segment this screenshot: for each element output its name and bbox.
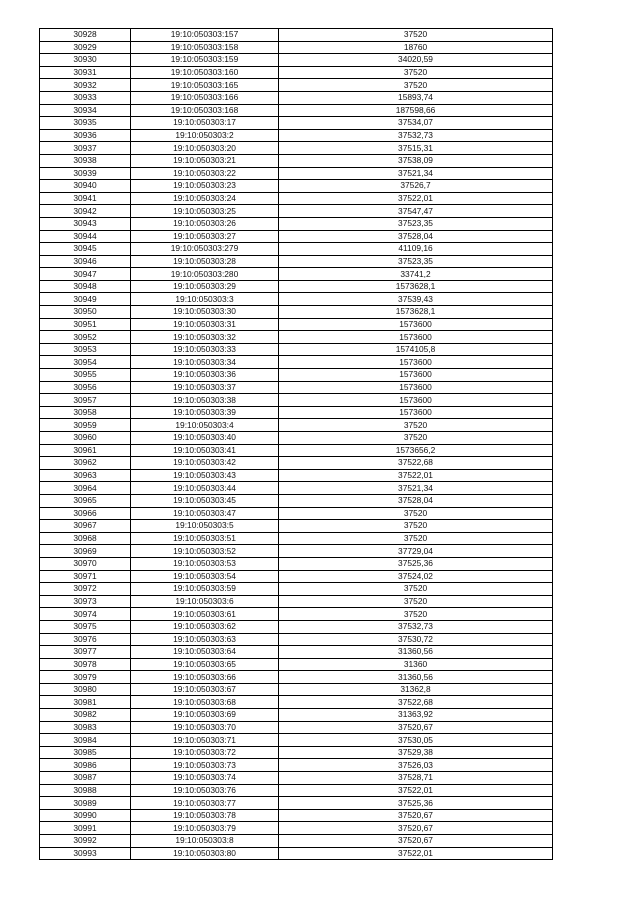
value-cell: 37522,68 xyxy=(279,696,553,709)
table-row xyxy=(40,633,553,646)
table-row xyxy=(40,847,553,860)
cadastral-number-cell: 19:10:050303:34 xyxy=(131,356,279,369)
row-number-cell: 30964 xyxy=(40,482,131,495)
table-row xyxy=(40,696,553,709)
table-row xyxy=(40,154,553,167)
table-row xyxy=(40,545,553,558)
value-cell: 37522,01 xyxy=(279,784,553,797)
row-number-cell: 30978 xyxy=(40,658,131,671)
row-number-cell: 30932 xyxy=(40,79,131,92)
cadastral-number-cell: 19:10:050303:160 xyxy=(131,66,279,79)
cadastral-number-cell: 19:10:050303:29 xyxy=(131,280,279,293)
value-cell: 37520 xyxy=(279,583,553,596)
row-number-cell: 30938 xyxy=(40,154,131,167)
table-row xyxy=(40,192,553,205)
value-cell: 1573600 xyxy=(279,394,553,407)
value-cell: 37515,31 xyxy=(279,142,553,155)
row-number-cell: 30943 xyxy=(40,217,131,230)
row-number-cell: 30993 xyxy=(40,847,131,860)
table-row xyxy=(40,457,553,470)
cadastral-number-cell: 19:10:050303:53 xyxy=(131,557,279,570)
table-row xyxy=(40,809,553,822)
table-row xyxy=(40,356,553,369)
table-row xyxy=(40,532,553,545)
value-cell: 37528,71 xyxy=(279,772,553,785)
cadastral-number-cell: 19:10:050303:31 xyxy=(131,318,279,331)
table-row xyxy=(40,432,553,445)
cadastral-number-cell: 19:10:050303:166 xyxy=(131,91,279,104)
table-row xyxy=(40,469,553,482)
value-cell: 37520,67 xyxy=(279,809,553,822)
cadastral-number-cell: 19:10:050303:73 xyxy=(131,759,279,772)
table-row xyxy=(40,117,553,130)
row-number-cell: 30983 xyxy=(40,721,131,734)
table-row xyxy=(40,507,553,520)
row-number-cell: 30947 xyxy=(40,268,131,281)
cadastral-number-cell: 19:10:050303:72 xyxy=(131,746,279,759)
value-cell: 1573600 xyxy=(279,381,553,394)
cadastral-number-cell: 19:10:050303:37 xyxy=(131,381,279,394)
row-number-cell: 30986 xyxy=(40,759,131,772)
cadastral-number-cell: 19:10:050303:78 xyxy=(131,809,279,822)
row-number-cell: 30940 xyxy=(40,180,131,193)
row-number-cell: 30990 xyxy=(40,809,131,822)
cadastral-number-cell: 19:10:050303:5 xyxy=(131,520,279,533)
row-number-cell: 30968 xyxy=(40,532,131,545)
cadastral-number-cell: 19:10:050303:74 xyxy=(131,772,279,785)
table-row xyxy=(40,230,553,243)
value-cell: 37530,72 xyxy=(279,633,553,646)
table-row xyxy=(40,293,553,306)
table-row xyxy=(40,759,553,772)
value-cell: 1573600 xyxy=(279,406,553,419)
value-cell: 37526,7 xyxy=(279,180,553,193)
row-number-cell: 30966 xyxy=(40,507,131,520)
cadastral-number-cell: 19:10:050303:38 xyxy=(131,394,279,407)
table-row xyxy=(40,331,553,344)
value-cell: 37520 xyxy=(279,432,553,445)
row-number-cell: 30976 xyxy=(40,633,131,646)
table-row xyxy=(40,721,553,734)
table-row xyxy=(40,734,553,747)
cadastral-number-cell: 19:10:050303:44 xyxy=(131,482,279,495)
value-cell: 37520,67 xyxy=(279,822,553,835)
row-number-cell: 30951 xyxy=(40,318,131,331)
value-cell: 37529,38 xyxy=(279,746,553,759)
row-number-cell: 30967 xyxy=(40,520,131,533)
table-row xyxy=(40,746,553,759)
cadastral-number-cell: 19:10:050303:76 xyxy=(131,784,279,797)
row-number-cell: 30944 xyxy=(40,230,131,243)
value-cell: 1573656,2 xyxy=(279,444,553,457)
row-number-cell: 30959 xyxy=(40,419,131,432)
cadastral-number-cell: 19:10:050303:280 xyxy=(131,268,279,281)
cadastral-number-cell: 19:10:050303:39 xyxy=(131,406,279,419)
table-row xyxy=(40,797,553,810)
row-number-cell: 30965 xyxy=(40,494,131,507)
value-cell: 37729,04 xyxy=(279,545,553,558)
table-row xyxy=(40,671,553,684)
table-row xyxy=(40,205,553,218)
table-row xyxy=(40,683,553,696)
value-cell: 37525,36 xyxy=(279,797,553,810)
table-row xyxy=(40,822,553,835)
row-number-cell: 30962 xyxy=(40,457,131,470)
cadastral-number-cell: 19:10:050303:43 xyxy=(131,469,279,482)
row-number-cell: 30954 xyxy=(40,356,131,369)
table-row xyxy=(40,29,553,42)
value-cell: 37520 xyxy=(279,79,553,92)
table-row xyxy=(40,243,553,256)
row-number-cell: 30931 xyxy=(40,66,131,79)
row-number-cell: 30973 xyxy=(40,595,131,608)
row-number-cell: 30929 xyxy=(40,41,131,54)
cadastral-number-cell: 19:10:050303:64 xyxy=(131,646,279,659)
cadastral-number-cell: 19:10:050303:59 xyxy=(131,583,279,596)
value-cell: 37526,03 xyxy=(279,759,553,772)
value-cell: 18760 xyxy=(279,41,553,54)
row-number-cell: 30963 xyxy=(40,469,131,482)
row-number-cell: 30972 xyxy=(40,583,131,596)
value-cell: 37522,68 xyxy=(279,457,553,470)
cadastral-number-cell: 19:10:050303:4 xyxy=(131,419,279,432)
table-row xyxy=(40,255,553,268)
cadastral-number-cell: 19:10:050303:28 xyxy=(131,255,279,268)
table-row xyxy=(40,784,553,797)
value-cell: 15893,74 xyxy=(279,91,553,104)
cadastral-number-cell: 19:10:050303:21 xyxy=(131,154,279,167)
table-row xyxy=(40,608,553,621)
row-number-cell: 30958 xyxy=(40,406,131,419)
cadastral-number-cell: 19:10:050303:77 xyxy=(131,797,279,810)
cadastral-number-cell: 19:10:050303:2 xyxy=(131,129,279,142)
value-cell: 37532,73 xyxy=(279,620,553,633)
value-cell: 31363,92 xyxy=(279,709,553,722)
cadastral-number-cell: 19:10:050303:40 xyxy=(131,432,279,445)
value-cell: 37520 xyxy=(279,29,553,42)
value-cell: 37539,43 xyxy=(279,293,553,306)
table-row xyxy=(40,280,553,293)
value-cell: 37525,36 xyxy=(279,557,553,570)
row-number-cell: 30961 xyxy=(40,444,131,457)
value-cell: 37520 xyxy=(279,608,553,621)
value-cell: 1573600 xyxy=(279,318,553,331)
table-row xyxy=(40,381,553,394)
row-number-cell: 30936 xyxy=(40,129,131,142)
cadastral-value-table xyxy=(39,28,553,860)
value-cell: 37520,67 xyxy=(279,721,553,734)
value-cell: 37528,04 xyxy=(279,230,553,243)
cadastral-number-cell: 19:10:050303:158 xyxy=(131,41,279,54)
cadastral-number-cell: 19:10:050303:54 xyxy=(131,570,279,583)
row-number-cell: 30953 xyxy=(40,343,131,356)
value-cell: 1573628,1 xyxy=(279,280,553,293)
cadastral-number-cell: 19:10:050303:32 xyxy=(131,331,279,344)
table-row xyxy=(40,217,553,230)
value-cell: 37520 xyxy=(279,419,553,432)
value-cell: 1573628,1 xyxy=(279,306,553,319)
table-row xyxy=(40,557,553,570)
table-row xyxy=(40,394,553,407)
cadastral-number-cell: 19:10:050303:80 xyxy=(131,847,279,860)
value-cell: 37520 xyxy=(279,595,553,608)
table-row xyxy=(40,41,553,54)
cadastral-number-cell: 19:10:050303:3 xyxy=(131,293,279,306)
value-cell: 37530,05 xyxy=(279,734,553,747)
row-number-cell: 30988 xyxy=(40,784,131,797)
row-number-cell: 30941 xyxy=(40,192,131,205)
value-cell: 37520 xyxy=(279,507,553,520)
table-row xyxy=(40,482,553,495)
row-number-cell: 30969 xyxy=(40,545,131,558)
cadastral-number-cell: 19:10:050303:47 xyxy=(131,507,279,520)
cadastral-number-cell: 19:10:050303:30 xyxy=(131,306,279,319)
value-cell: 37532,73 xyxy=(279,129,553,142)
row-number-cell: 30945 xyxy=(40,243,131,256)
cadastral-number-cell: 19:10:050303:45 xyxy=(131,494,279,507)
row-number-cell: 30928 xyxy=(40,29,131,42)
value-cell: 1573600 xyxy=(279,356,553,369)
row-number-cell: 30935 xyxy=(40,117,131,130)
cadastral-number-cell: 19:10:050303:68 xyxy=(131,696,279,709)
table-row xyxy=(40,709,553,722)
cadastral-number-cell: 19:10:050303:279 xyxy=(131,243,279,256)
row-number-cell: 30984 xyxy=(40,734,131,747)
value-cell: 37538,09 xyxy=(279,154,553,167)
row-number-cell: 30987 xyxy=(40,772,131,785)
table-row xyxy=(40,66,553,79)
value-cell: 37547,47 xyxy=(279,205,553,218)
cadastral-number-cell: 19:10:050303:71 xyxy=(131,734,279,747)
value-cell: 31360,56 xyxy=(279,646,553,659)
value-cell: 37534,07 xyxy=(279,117,553,130)
value-cell: 1573600 xyxy=(279,331,553,344)
table-row xyxy=(40,318,553,331)
value-cell: 1573600 xyxy=(279,369,553,382)
cadastral-number-cell: 19:10:050303:36 xyxy=(131,369,279,382)
table-row xyxy=(40,583,553,596)
table-row xyxy=(40,419,553,432)
value-cell: 37524,02 xyxy=(279,570,553,583)
cadastral-number-cell: 19:10:050303:70 xyxy=(131,721,279,734)
cadastral-number-cell: 19:10:050303:165 xyxy=(131,79,279,92)
table-row xyxy=(40,54,553,67)
row-number-cell: 30956 xyxy=(40,381,131,394)
row-number-cell: 30974 xyxy=(40,608,131,621)
row-number-cell: 30949 xyxy=(40,293,131,306)
cadastral-number-cell: 19:10:050303:22 xyxy=(131,167,279,180)
value-cell: 37521,34 xyxy=(279,482,553,495)
row-number-cell: 30975 xyxy=(40,620,131,633)
table-row xyxy=(40,658,553,671)
cadastral-number-cell: 19:10:050303:42 xyxy=(131,457,279,470)
row-number-cell: 30948 xyxy=(40,280,131,293)
table-row xyxy=(40,772,553,785)
table-row xyxy=(40,570,553,583)
table-row xyxy=(40,268,553,281)
row-number-cell: 30937 xyxy=(40,142,131,155)
row-number-cell: 30957 xyxy=(40,394,131,407)
cadastral-number-cell: 19:10:050303:63 xyxy=(131,633,279,646)
cadastral-number-cell: 19:10:050303:66 xyxy=(131,671,279,684)
cadastral-number-cell: 19:10:050303:6 xyxy=(131,595,279,608)
value-cell: 31362,8 xyxy=(279,683,553,696)
table-row xyxy=(40,494,553,507)
cadastral-number-cell: 19:10:050303:62 xyxy=(131,620,279,633)
cadastral-number-cell: 19:10:050303:67 xyxy=(131,683,279,696)
cadastral-number-cell: 19:10:050303:20 xyxy=(131,142,279,155)
row-number-cell: 30970 xyxy=(40,557,131,570)
row-number-cell: 30939 xyxy=(40,167,131,180)
value-cell: 37521,34 xyxy=(279,167,553,180)
row-number-cell: 30979 xyxy=(40,671,131,684)
table-row xyxy=(40,180,553,193)
value-cell: 1574105,8 xyxy=(279,343,553,356)
row-number-cell: 30942 xyxy=(40,205,131,218)
value-cell: 37523,35 xyxy=(279,255,553,268)
row-number-cell: 30982 xyxy=(40,709,131,722)
cadastral-number-cell: 19:10:050303:61 xyxy=(131,608,279,621)
value-cell: 37520 xyxy=(279,66,553,79)
value-cell: 34020,59 xyxy=(279,54,553,67)
table-row xyxy=(40,129,553,142)
row-number-cell: 30977 xyxy=(40,646,131,659)
cadastral-number-cell: 19:10:050303:79 xyxy=(131,822,279,835)
row-number-cell: 30933 xyxy=(40,91,131,104)
table-row xyxy=(40,142,553,155)
cadastral-number-cell: 19:10:050303:33 xyxy=(131,343,279,356)
cadastral-number-cell: 19:10:050303:168 xyxy=(131,104,279,117)
table-row xyxy=(40,835,553,848)
value-cell: 37522,01 xyxy=(279,847,553,860)
table-row xyxy=(40,406,553,419)
cadastral-number-cell: 19:10:050303:157 xyxy=(131,29,279,42)
value-cell: 37522,01 xyxy=(279,192,553,205)
cadastral-number-cell: 19:10:050303:25 xyxy=(131,205,279,218)
cadastral-number-cell: 19:10:050303:17 xyxy=(131,117,279,130)
row-number-cell: 30952 xyxy=(40,331,131,344)
table-row xyxy=(40,369,553,382)
value-cell: 41109,16 xyxy=(279,243,553,256)
table-row xyxy=(40,444,553,457)
row-number-cell: 30981 xyxy=(40,696,131,709)
row-number-cell: 30980 xyxy=(40,683,131,696)
table-row xyxy=(40,343,553,356)
table-row xyxy=(40,520,553,533)
row-number-cell: 30950 xyxy=(40,306,131,319)
value-cell: 37520 xyxy=(279,532,553,545)
cadastral-number-cell: 19:10:050303:26 xyxy=(131,217,279,230)
cadastral-number-cell: 19:10:050303:8 xyxy=(131,835,279,848)
row-number-cell: 30955 xyxy=(40,369,131,382)
table-row xyxy=(40,595,553,608)
row-number-cell: 30971 xyxy=(40,570,131,583)
table-row xyxy=(40,91,553,104)
value-cell: 37522,01 xyxy=(279,469,553,482)
value-cell: 37528,04 xyxy=(279,494,553,507)
value-cell: 187598,66 xyxy=(279,104,553,117)
table-body xyxy=(40,29,553,860)
table-row xyxy=(40,167,553,180)
row-number-cell: 30991 xyxy=(40,822,131,835)
table-row xyxy=(40,620,553,633)
cadastral-number-cell: 19:10:050303:27 xyxy=(131,230,279,243)
value-cell: 31360,56 xyxy=(279,671,553,684)
cadastral-number-cell: 19:10:050303:65 xyxy=(131,658,279,671)
cadastral-number-cell: 19:10:050303:23 xyxy=(131,180,279,193)
row-number-cell: 30992 xyxy=(40,835,131,848)
cadastral-number-cell: 19:10:050303:69 xyxy=(131,709,279,722)
value-cell: 37523,35 xyxy=(279,217,553,230)
value-cell: 33741,2 xyxy=(279,268,553,281)
cadastral-number-cell: 19:10:050303:159 xyxy=(131,54,279,67)
row-number-cell: 30985 xyxy=(40,746,131,759)
table-row xyxy=(40,646,553,659)
row-number-cell: 30934 xyxy=(40,104,131,117)
table-row xyxy=(40,104,553,117)
row-number-cell: 30960 xyxy=(40,432,131,445)
table-row xyxy=(40,306,553,319)
cadastral-number-cell: 19:10:050303:52 xyxy=(131,545,279,558)
cadastral-number-cell: 19:10:050303:24 xyxy=(131,192,279,205)
table-row xyxy=(40,79,553,92)
cadastral-number-cell: 19:10:050303:51 xyxy=(131,532,279,545)
value-cell: 31360 xyxy=(279,658,553,671)
value-cell: 37520,67 xyxy=(279,835,553,848)
row-number-cell: 30946 xyxy=(40,255,131,268)
cadastral-number-cell: 19:10:050303:41 xyxy=(131,444,279,457)
row-number-cell: 30989 xyxy=(40,797,131,810)
value-cell: 37520 xyxy=(279,520,553,533)
row-number-cell: 30930 xyxy=(40,54,131,67)
